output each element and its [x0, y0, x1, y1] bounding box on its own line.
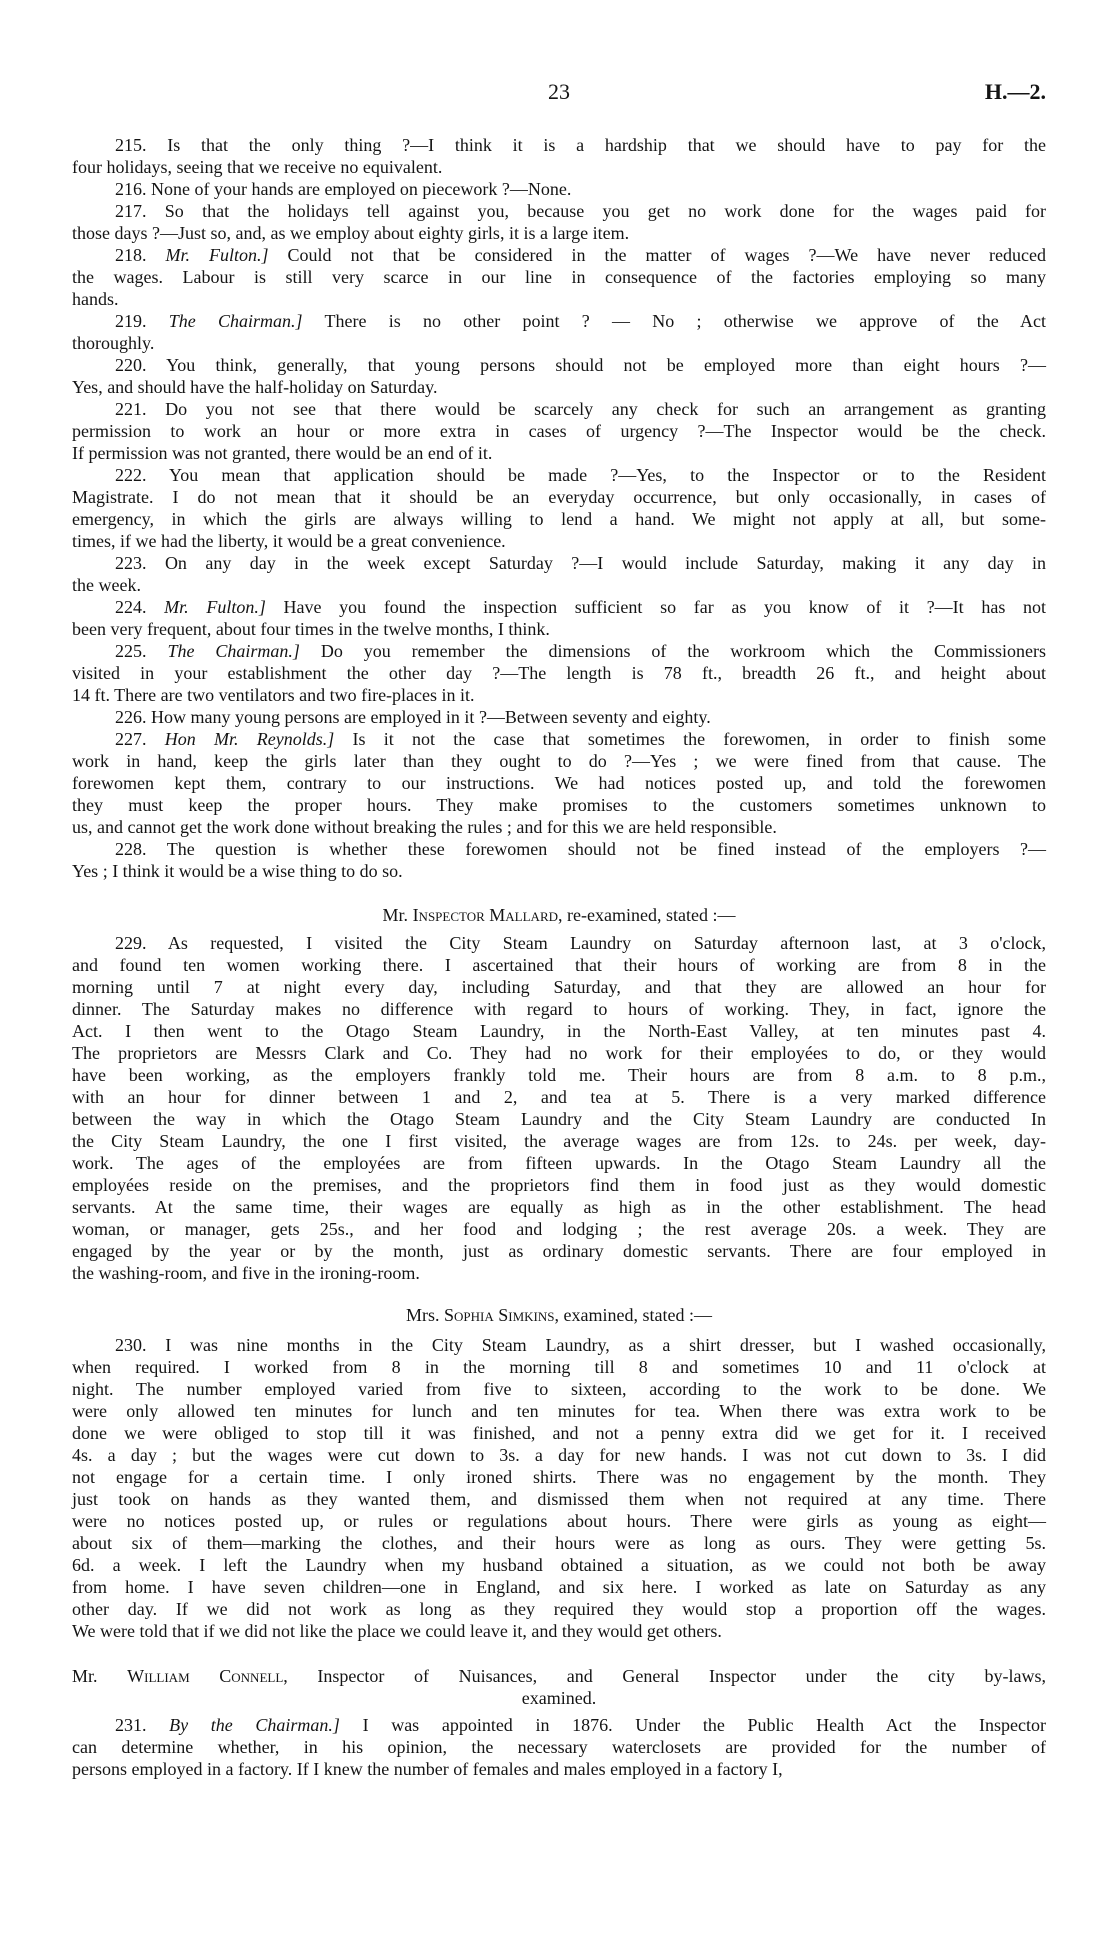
paragraph-line: The proprietors are Messrs Clark and Co. They had no work for their employées to do, or they would	[72, 1043, 1046, 1063]
paragraph-first-line	[72, 1334, 1046, 1356]
paragraph-first-line	[72, 728, 1046, 750]
question-number: 228.	[115, 839, 147, 859]
question-number: 225.	[115, 641, 147, 661]
line-text: Have you found the inspection sufficient so far as you know of it ?—It has not	[283, 597, 1046, 617]
paragraph-line: the week.	[72, 575, 141, 595]
question-number: 223.	[115, 553, 147, 573]
witness-heading	[72, 1304, 1046, 1326]
speaker-name: By the Chairman.]	[169, 1715, 340, 1735]
paragraph-217	[72, 200, 1046, 244]
witness-heading-line	[72, 1665, 1046, 1687]
heading-suffix: , re-examined, stated :—	[558, 905, 736, 925]
paragraph-first-line	[72, 706, 1046, 728]
paragraph-line: forewomen kept them, contrary to our instructions. We had notices posted up, and told the forewomen	[72, 773, 1046, 793]
question-number: 224.	[115, 597, 147, 617]
paragraph-line: four holidays, seeing that we receive no equivalent.	[72, 157, 443, 177]
question-number: 216.	[115, 179, 147, 199]
line-text: I was nine months in the City Steam Laundry, as a shirt dresser, but I washed occasionally,	[165, 1335, 1046, 1355]
paragraph-line: when required. I worked from 8 in the morning till 8 and sometimes 10 and 11 o'clock at	[72, 1357, 1046, 1377]
question-number: 229.	[115, 933, 147, 953]
heading-prefix: Mr.	[72, 1666, 128, 1686]
line-text: On any day in the week except Saturday ?—I would include Saturday, making it any day in	[164, 553, 1047, 573]
paragraph-first-line	[72, 1714, 1046, 1736]
paragraph-line: have been working, as the employers frankly told me. Their hours are from 8 a.m. to 8 p.m.,	[72, 1065, 1046, 1085]
paragraph-220	[72, 354, 1046, 398]
paragraph-line: between the way in which the Otago Steam Laundry and the City Steam Laundry are conducted In	[72, 1109, 1046, 1129]
paragraph-line: emergency, in which the girls are always willing to lend a hand. We might not apply at all, but some-	[72, 509, 1046, 529]
paragraph-line: about six of them—marking the clothes, and their hours were as long as ours. They were getting 5s.	[72, 1533, 1046, 1553]
question-number: 230.	[115, 1335, 147, 1355]
paragraph-line: times, if we had the liberty, it would be a great convenience.	[72, 531, 506, 551]
line-text: Is it not the case that sometimes the forewomen, in order to finish some	[352, 729, 1047, 749]
paragraph-225	[72, 640, 1046, 706]
paragraph-line: done we were obliged to stop till it was finished, and not a penny extra did we get for it. I received	[72, 1423, 1046, 1443]
line-text: The question is whether these forewomen should not be fined instead of the employers ?—	[166, 839, 1046, 859]
witness-heading-line-2: examined.	[521, 1688, 597, 1708]
paragraph-230	[72, 1334, 1046, 1642]
paragraph-216	[72, 178, 1046, 200]
speaker-name: Mr. Fulton.]	[164, 597, 266, 617]
heading-prefix: Mr.	[382, 905, 413, 925]
paragraph-line: Act. I then went to the Otago Steam Laundry, in the North-East Valley, at ten minutes past 4.	[72, 1021, 1046, 1041]
paragraph-228	[72, 838, 1046, 882]
paragraph-223	[72, 552, 1046, 596]
line-text: None of your hands are employed on piecework ?—None.	[151, 179, 572, 199]
witness-heading-line	[72, 1304, 1046, 1326]
paragraph-215	[72, 134, 1046, 178]
paragraph-first-line	[72, 178, 1046, 200]
paragraph-line: employées reside on the premises, and the proprietors find them in food just as they would domestic	[72, 1175, 1046, 1195]
line-text: As requested, I visited the City Steam Laundry on Saturday afternoon last, at 3 o'clock,	[167, 933, 1046, 953]
paragraph-line: the City Steam Laundry, the one I first visited, the average wages are from 12s. to 24s. per week, day-	[72, 1131, 1046, 1151]
question-number: 217.	[115, 201, 147, 221]
speaker-name: Hon Mr. Reynolds.]	[164, 729, 335, 749]
question-number: 226.	[115, 707, 147, 727]
paragraph-line: Magistrate. I do not mean that it should be an everyday occurrence, but only occasionally, in cases of	[72, 487, 1046, 507]
paragraph-first-line	[72, 354, 1046, 376]
line-text: You mean that application should be made ?—Yes, to the Inspector or to the Resident	[169, 465, 1046, 485]
line-text: There is no other point ? — No ; otherwise we approve of the Act	[324, 311, 1046, 331]
question-number: 222.	[115, 465, 147, 485]
paragraph-line: dinner. The Saturday makes no difference with regard to hours of working. They, in fact, ignore the	[72, 999, 1046, 1019]
paragraph-line: us, and cannot get the work done without breaking the rules ; and for this we are held responsible.	[72, 817, 777, 837]
line-text: Do you not see that there would be scarcely any check for such an arrangement as granting	[165, 399, 1047, 419]
paragraph-line: 14 ft. There are two ventilators and two fire-places in it.	[72, 685, 475, 705]
paragraph-229	[72, 932, 1046, 1284]
paragraph-line: those days ?—Just so, and, as we employ about eighty girls, it is a large item.	[72, 223, 630, 243]
paragraph-line: servants. At the same time, their wages are equally as high as in the other establishment. The head	[72, 1197, 1046, 1217]
paragraph-224	[72, 596, 1046, 640]
question-number: 215.	[115, 135, 147, 155]
paragraph-first-line	[72, 464, 1046, 486]
line-text: Could not that be considered in the matter of wages ?—We have never reduced	[287, 245, 1046, 265]
paragraph-first-line	[72, 398, 1046, 420]
witness-name: Inspector Mallard	[412, 905, 559, 925]
paragraph-line: they must keep the proper hours. They make promises to the customers sometimes unknown to	[72, 795, 1046, 815]
paragraph-line: Yes ; I think it would be a wise thing to do so.	[72, 861, 403, 881]
paragraph-line: from home. I have seven children—one in England, and six here. I worked as late on Saturday as any	[72, 1577, 1046, 1597]
heading-suffix: , Inspector of Nuisances, and General Inspector under the city by-laws,	[283, 1666, 1046, 1686]
question-number: 221.	[115, 399, 147, 419]
heading-suffix: , examined, stated :—	[554, 1305, 712, 1325]
paragraph-first-line	[72, 640, 1046, 662]
paragraph-line: work. The ages of the employées are from fifteen upwards. In the Otago Steam Laundry all the	[72, 1153, 1046, 1173]
paragraph-line: other day. If we did not work as long as they required they would stop a proportion off the wages.	[72, 1599, 1046, 1619]
paragraph-226	[72, 706, 1046, 728]
paragraph-line: engaged by the year or by the month, just as ordinary domestic servants. There are four employed in	[72, 1241, 1046, 1261]
witness-name: William Connell	[127, 1666, 284, 1686]
paragraph-first-line	[72, 596, 1046, 618]
paragraph-231	[72, 1714, 1046, 1780]
paragraph-line: can determine whether, in his opinion, the necessary waterclosets are provided for the number of	[72, 1737, 1046, 1757]
paragraph-line: woman, or manager, gets 25s., and her food and lodging ; the rest average 20s. a week. They are	[72, 1219, 1046, 1239]
paragraph-218	[72, 244, 1046, 310]
page-body	[72, 134, 1046, 1780]
paragraph-line: the washing-room, and five in the ironing-room.	[72, 1263, 420, 1283]
paragraph-line: were no notices posted up, or rules or regulations about hours. There were girls as young as eight—	[72, 1511, 1046, 1531]
witness-heading-line	[72, 904, 1046, 926]
paragraph-line: morning until 7 at night every day, including Saturday, and that they are allowed an hour for	[72, 977, 1046, 997]
paragraph-line: the wages. Labour is still very scarce in our line in consequence of the factories employing so many	[72, 267, 1046, 287]
paragraph-221	[72, 398, 1046, 464]
paragraph-line: persons employed in a factory. If I knew the number of females and males employed in a factory I,	[72, 1759, 783, 1779]
witness-heading	[72, 904, 1046, 926]
paragraph-line: 4s. a day ; but the wages were cut down to 3s. a day for new hands. I was not cut down to 3s. I did	[72, 1445, 1046, 1465]
paragraph-first-line	[72, 932, 1046, 954]
paragraph-first-line	[72, 134, 1046, 156]
paragraph-line: If permission was not granted, there would be an end of it.	[72, 443, 493, 463]
paragraph-line: night. The number employed varied from five to sixteen, according to the work to be done. We	[72, 1379, 1046, 1399]
paragraph-first-line	[72, 552, 1046, 574]
paragraph-first-line	[72, 838, 1046, 860]
paragraph-line: and found ten women working there. I ascertained that their hours of working are from 8 in the	[72, 955, 1046, 975]
paragraph-222	[72, 464, 1046, 552]
line-text: How many young persons are employed in it ?—Between seventy and eighty.	[151, 707, 711, 727]
line-text: You think, generally, that young persons should not be employed more than eight hours ?—	[166, 355, 1046, 375]
question-number: 220.	[115, 355, 147, 375]
paragraph-line: not engage for a certain time. I only ironed shirts. There was no engagement by the month. They	[72, 1467, 1046, 1487]
paragraph-line: were only allowed ten minutes for lunch and ten minutes for tea. When there was extra work to be	[72, 1401, 1046, 1421]
question-number: 218.	[115, 245, 147, 265]
speaker-name: The Chairman.]	[167, 641, 300, 661]
paragraph-line: We were told that if we did not like the place we could leave it, and they would get others.	[72, 1621, 722, 1641]
paragraph-line: thoroughly.	[72, 333, 155, 353]
paragraph-line: been very frequent, about four times in the twelve months, I think.	[72, 619, 550, 639]
heading-prefix: Mrs.	[406, 1305, 445, 1325]
line-text: I was appointed in 1876. Under the Public Health Act the Inspector	[362, 1715, 1046, 1735]
paragraph-line: just took on hands as they wanted them, and dismissed them when not required at any time. There	[72, 1489, 1046, 1509]
speaker-name: The Chairman.]	[168, 311, 303, 331]
line-text: Do you remember the dimensions of the workroom which the Commissioners	[320, 641, 1047, 661]
line-text: So that the holidays tell against you, because you get no work done for the wages paid for	[164, 201, 1047, 221]
paragraph-line: permission to work an hour or more extra in cases of urgency ?—The Inspector would be the check.	[72, 421, 1046, 441]
paragraph-line: hands.	[72, 289, 119, 309]
page-number: 23	[548, 79, 570, 104]
paragraph-first-line	[72, 310, 1046, 332]
paragraph-line: Yes, and should have the half-holiday on Saturday.	[72, 377, 438, 397]
paragraph-line: work in hand, keep the girls later than they ought to do ?—Yes ; we were fined from that cause. The	[72, 751, 1046, 771]
document-reference: H.—2.	[984, 79, 1046, 104]
paragraph-line: visited in your establishment the other day ?—The length is 78 ft., breadth 26 ft., and height about	[72, 663, 1046, 683]
speaker-name: Mr. Fulton.]	[165, 245, 269, 265]
question-number: 231.	[115, 1715, 147, 1735]
paragraph-219	[72, 310, 1046, 354]
paragraph-227	[72, 728, 1046, 838]
question-number: 227.	[115, 729, 147, 749]
paragraph-first-line	[72, 244, 1046, 266]
witness-heading	[72, 1665, 1046, 1709]
question-number: 219.	[115, 311, 147, 331]
paragraph-line: with an hour for dinner between 1 and 2, and tea at 5. There is a very marked difference	[72, 1087, 1046, 1107]
witness-name: Sophia Simkins	[444, 1305, 555, 1325]
paragraph-first-line	[72, 200, 1046, 222]
line-text: Is that the only thing ?—I think it is a hardship that we should have to pay for the	[167, 135, 1047, 155]
paragraph-line: 6d. a week. I left the Laundry when my husband obtained a situation, as we could not both be away	[72, 1555, 1046, 1575]
